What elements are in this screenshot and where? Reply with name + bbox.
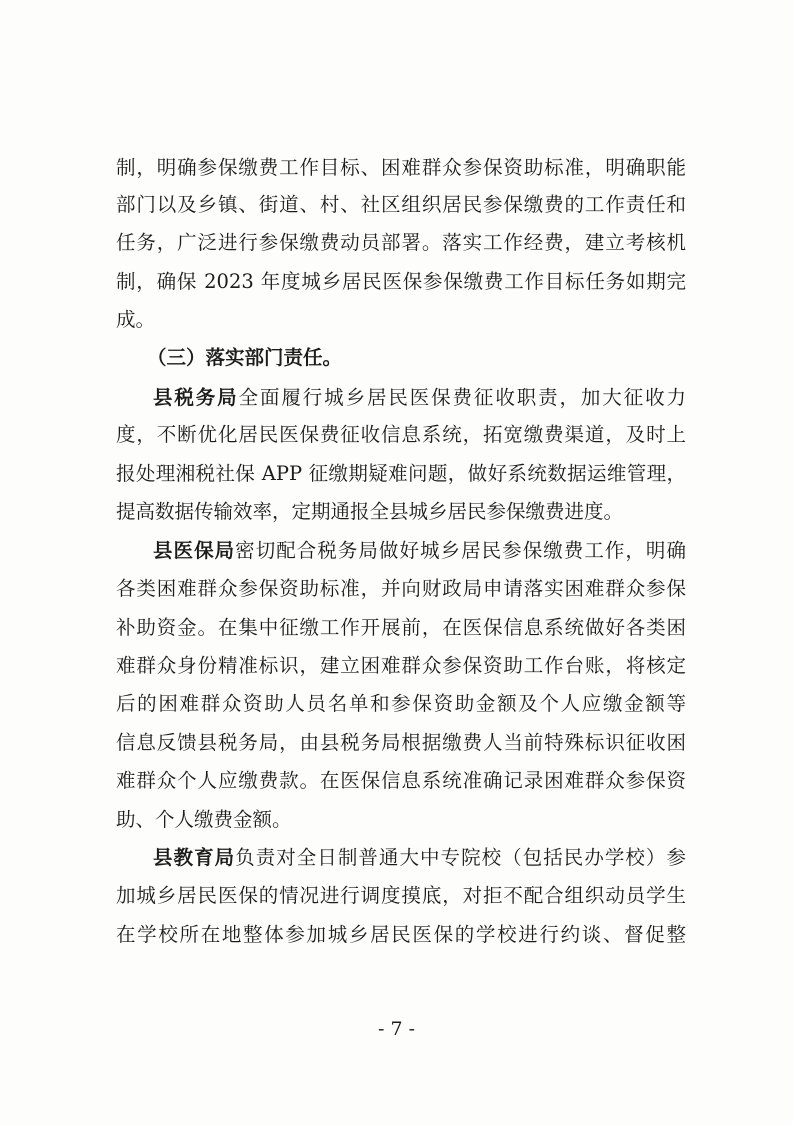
paragraph-line: 加城乡居民医保的情况进行调度摸底，对拒不配合组织动员学生 [116,884,686,907]
medical-bureau-first-line [153,537,686,565]
page-number: - 7 - [377,1018,415,1040]
education-bureau-label: 县教育局 [153,846,236,869]
paragraph-line: 成。 [116,308,156,331]
paragraph-line: 度，不断优化居民医保费征收信息系统，拓宽缴费渠道，及时上 [116,423,686,446]
tax-bureau-text: 全面履行城乡居民医保费征收职责，加大征收力 [238,386,686,409]
education-bureau-first-line [153,844,686,872]
paragraph-line: 信息反馈县税务局，由县税务局根据缴费人当前特殊标识征收困 [116,731,686,754]
section-heading: （三）落实部门责任。 [147,346,343,369]
paragraph-line: 各类困难群众参保资助标准，并向财政局申请落实困难群众参保 [116,577,686,600]
medical-bureau-text: 密切配合税务局做好城乡居民参保缴费工作，明确 [235,539,686,562]
paragraph-line: 报处理湘税社保 APP 征缴期疑难问题，做好系统数据运维管理， [116,462,686,485]
paragraph-line: 制，确保 2023 年度城乡居民医保参保缴费工作目标任务如期完 [116,270,686,293]
medical-bureau-label: 县医保局 [153,539,236,562]
paragraph-line: 难群众个人应缴费款。在医保信息系统准确记录困难群众参保资 [116,769,686,792]
paragraph-line: 难群众身份精准标识，建立困难群众参保资助工作台账，将核定 [116,654,686,677]
tax-bureau-first-line [153,384,686,412]
paragraph-line: 补助资金。在集中征缴工作开展前，在医保信息系统做好各类困 [116,616,686,639]
education-bureau-text: 负责对全日制普通大中专院校（包括民办学校）参 [235,846,686,869]
paragraph-line: 在学校所在地整体参加城乡居民医保的学校进行约谈、督促整 [116,923,686,946]
tax-bureau-label: 县税务局 [153,386,239,409]
paragraph-line: 任务，广泛进行参保缴费动员部署。落实工作经费，建立考核机 [116,231,686,254]
paragraph-line: 助、个人缴费金额。 [116,808,292,831]
paragraph-line: 后的困难群众资助人员名单和参保资助金额及个人应缴金额等 [116,692,686,715]
paragraph-line: 提高数据传输效率，定期通报全县城乡居民参保缴费进度。 [116,500,624,523]
paragraph-line: 制，明确参保缴费工作目标、困难群众参保资助标准，明确职能 [116,156,686,179]
paragraph-line: 部门以及乡镇、街道、村、社区组织居民参保缴费的工作责任和 [116,193,686,216]
